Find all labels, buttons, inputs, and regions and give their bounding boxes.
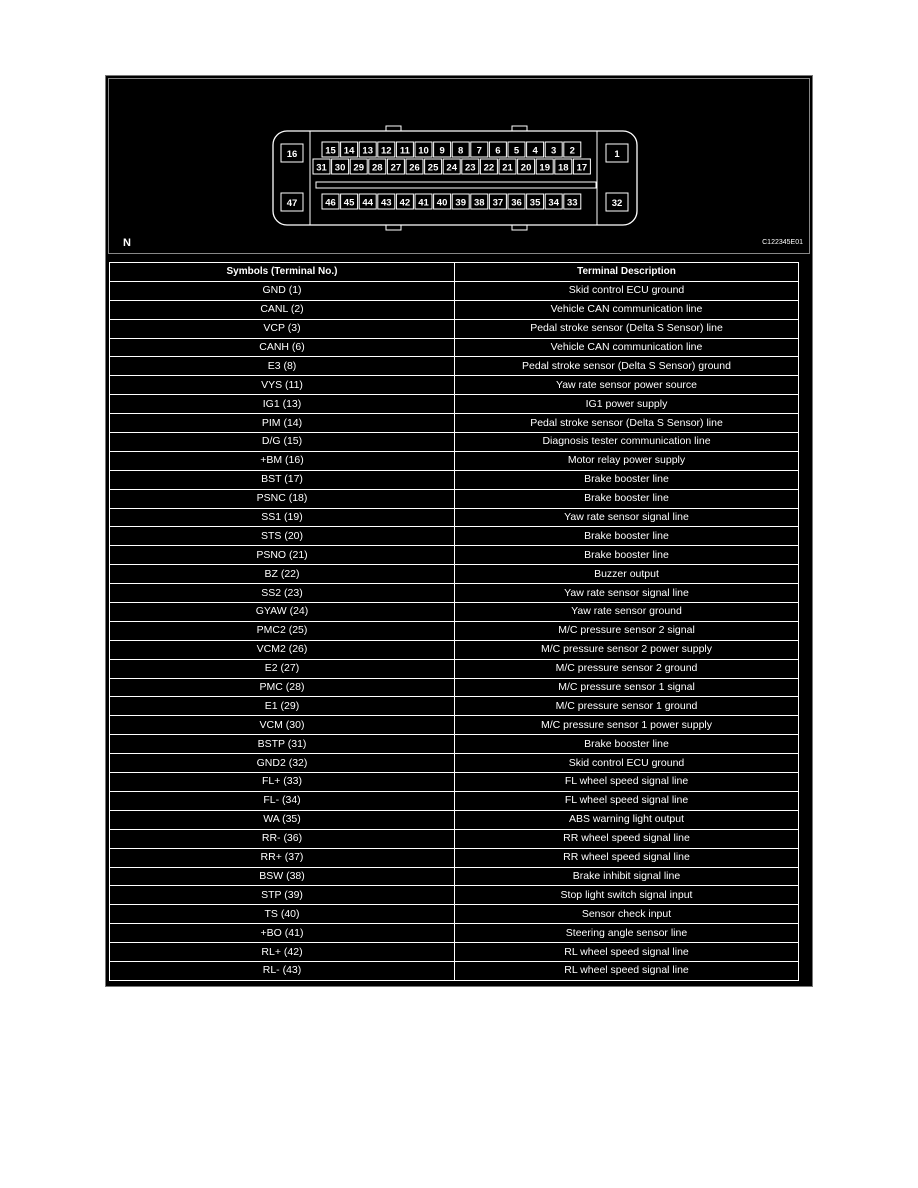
description-cell: Diagnosis tester communication line: [455, 433, 799, 452]
pin-label: 41: [418, 197, 429, 209]
symbol-cell: E1 (29): [110, 697, 455, 716]
pin-label: 17: [576, 162, 588, 174]
connector-diagram: [108, 78, 810, 254]
pin-label: 3: [551, 145, 557, 157]
description-cell: Vehicle CAN communication line: [455, 338, 799, 357]
symbol-cell: WA (35): [110, 810, 455, 829]
table-row: [110, 300, 799, 319]
table-row: [110, 565, 799, 584]
pin-label: 45: [343, 197, 355, 209]
table-row: [110, 395, 799, 414]
table-row: [110, 357, 799, 376]
table-row: [110, 697, 799, 716]
pin-label: 18: [558, 162, 569, 174]
table-row: [110, 508, 799, 527]
pin-label: 38: [474, 197, 485, 209]
description-cell: Motor relay power supply: [455, 451, 799, 470]
table-row: [110, 791, 799, 810]
pin-label: 7: [476, 145, 482, 157]
description-cell: Yaw rate sensor signal line: [455, 508, 799, 527]
table-row: [110, 943, 799, 962]
pin-label: 33: [567, 197, 578, 209]
pin-label: 5: [513, 145, 520, 157]
bottom-key-left: [386, 225, 401, 230]
table-row: [110, 414, 799, 433]
pin-label: 27: [390, 162, 402, 174]
description-cell: Brake booster line: [455, 546, 799, 565]
symbol-cell: VCM (30): [110, 716, 455, 735]
table-row: [110, 489, 799, 508]
table-row: [110, 924, 799, 943]
connector-center-bar: [316, 182, 596, 188]
pin-label: 9: [439, 145, 445, 157]
pin-label: 34: [548, 197, 559, 209]
symbol-cell: RL- (43): [110, 961, 455, 980]
symbol-cell: FL- (34): [110, 791, 455, 810]
top-key-left: [386, 126, 401, 131]
description-cell: Buzzer output: [455, 565, 799, 584]
pin-label: 15: [325, 145, 336, 157]
pin-47: 47: [286, 198, 298, 209]
table-row: [110, 640, 799, 659]
description-cell: Vehicle CAN communication line: [455, 300, 799, 319]
symbol-cell: VYS (11): [110, 376, 455, 395]
symbol-cell: RR- (36): [110, 829, 455, 848]
pin-label: 11: [399, 145, 410, 157]
description-cell: M/C pressure sensor 2 ground: [455, 659, 799, 678]
table-row: [110, 376, 799, 395]
symbol-cell: STP (39): [110, 886, 455, 905]
description-cell: Skid control ECU ground: [455, 754, 799, 773]
pin-label: 10: [418, 145, 429, 157]
description-cell: Skid control ECU ground: [455, 281, 799, 300]
table-row: [110, 810, 799, 829]
pin-label: 8: [458, 145, 464, 157]
description-cell: Yaw rate sensor power source: [455, 376, 799, 395]
pin-label: 30: [334, 162, 346, 174]
pin-label: 31: [316, 162, 327, 174]
pin-label: 24: [446, 162, 457, 174]
description-cell: FL wheel speed signal line: [455, 773, 799, 792]
description-cell: IG1 power supply: [455, 395, 799, 414]
pin-label: 26: [409, 162, 420, 174]
description-cell: Brake booster line: [455, 489, 799, 508]
pin-label: 36: [511, 197, 522, 209]
table-row: [110, 319, 799, 338]
symbol-cell: SS2 (23): [110, 584, 455, 603]
description-cell: RL wheel speed signal line: [455, 943, 799, 962]
pin-label: 40: [436, 197, 448, 209]
symbol-cell: VCP (3): [110, 319, 455, 338]
pin-label: 25: [427, 162, 439, 174]
pin-label: 29: [353, 162, 364, 174]
pin-32: 32: [611, 198, 623, 209]
pin-label: 13: [362, 145, 373, 157]
pin-label: 2: [569, 145, 575, 157]
table-row: [110, 621, 799, 640]
pin-label: 6: [495, 145, 501, 157]
pin-label: 35: [529, 197, 541, 209]
pin-row-middle: [313, 159, 590, 174]
description-cell: RR wheel speed signal line: [455, 829, 799, 848]
symbol-cell: +BO (41): [110, 924, 455, 943]
table-row: [110, 451, 799, 470]
symbol-cell: PMC (28): [110, 678, 455, 697]
symbol-cell: PMC2 (25): [110, 621, 455, 640]
pin-row-top: [322, 142, 581, 157]
description-cell: FL wheel speed signal line: [455, 791, 799, 810]
description-cell: Pedal stroke sensor (Delta S Sensor) line: [455, 414, 799, 433]
description-cell: M/C pressure sensor 2 power supply: [455, 640, 799, 659]
table-row: [110, 754, 799, 773]
terminal-table: [109, 262, 799, 981]
table-row: [110, 886, 799, 905]
description-cell: Yaw rate sensor signal line: [455, 584, 799, 603]
description-cell: M/C pressure sensor 2 signal: [455, 621, 799, 640]
pin-label: 43: [381, 197, 392, 209]
symbol-cell: BZ (22): [110, 565, 455, 584]
symbol-cell: E3 (8): [110, 357, 455, 376]
table-row: [110, 338, 799, 357]
symbol-cell: D/G (15): [110, 433, 455, 452]
description-cell: M/C pressure sensor 1 signal: [455, 678, 799, 697]
pin-label: 12: [381, 145, 392, 157]
description-cell: Steering angle sensor line: [455, 924, 799, 943]
connector-drawing: [109, 79, 809, 253]
table-row: [110, 546, 799, 565]
pin-row-bottom: [322, 194, 581, 209]
symbol-cell: GND (1): [110, 281, 455, 300]
table-row: [110, 905, 799, 924]
table-row: [110, 433, 799, 452]
pin-label: 28: [372, 162, 383, 174]
table-row: [110, 584, 799, 603]
pin-label: 39: [455, 197, 466, 209]
description-cell: M/C pressure sensor 1 power supply: [455, 716, 799, 735]
table-row: [110, 961, 799, 980]
description-cell: Stop light switch signal input: [455, 886, 799, 905]
table-row: [110, 773, 799, 792]
table-row: [110, 735, 799, 754]
table-row: [110, 678, 799, 697]
view-letter: N: [123, 237, 131, 249]
symbol-cell: GYAW (24): [110, 603, 455, 622]
symbol-cell: CANL (2): [110, 300, 455, 319]
table-row: [110, 848, 799, 867]
description-cell: M/C pressure sensor 1 ground: [455, 697, 799, 716]
symbol-cell: VCM2 (26): [110, 640, 455, 659]
description-cell: ABS warning light output: [455, 810, 799, 829]
symbol-cell: +BM (16): [110, 451, 455, 470]
symbol-cell: STS (20): [110, 527, 455, 546]
description-cell: Brake inhibit signal line: [455, 867, 799, 886]
description-cell: RR wheel speed signal line: [455, 848, 799, 867]
description-cell: Brake booster line: [455, 470, 799, 489]
header-symbols: Symbols (Terminal No.): [110, 263, 455, 282]
figure-code: C122345E01: [762, 239, 803, 246]
table-header-row: [110, 263, 799, 282]
table-row: [110, 470, 799, 489]
table-row: [110, 659, 799, 678]
symbol-cell: BSTP (31): [110, 735, 455, 754]
description-cell: Brake booster line: [455, 527, 799, 546]
description-cell: RL wheel speed signal line: [455, 961, 799, 980]
description-cell: Sensor check input: [455, 905, 799, 924]
description-cell: Yaw rate sensor ground: [455, 603, 799, 622]
pin-label: 42: [399, 197, 411, 209]
symbol-cell: BSW (38): [110, 867, 455, 886]
symbol-cell: TS (40): [110, 905, 455, 924]
table-row: [110, 527, 799, 546]
description-cell: Pedal stroke sensor (Delta S Sensor) ground: [455, 357, 799, 376]
symbol-cell: PSNC (18): [110, 489, 455, 508]
table-row: [110, 281, 799, 300]
top-key-right: [512, 126, 527, 131]
description-cell: Brake booster line: [455, 735, 799, 754]
pin-1: 1: [614, 149, 620, 160]
figure-frame: [105, 75, 813, 987]
pin-label: 23: [465, 162, 476, 174]
symbol-cell: GND2 (32): [110, 754, 455, 773]
pin-label: 44: [362, 197, 373, 209]
pin-label: 22: [483, 162, 495, 174]
symbol-cell: E2 (27): [110, 659, 455, 678]
pin-label: 21: [502, 162, 513, 174]
symbol-cell: BST (17): [110, 470, 455, 489]
symbol-cell: PSNO (21): [110, 546, 455, 565]
pin-label: 14: [343, 145, 355, 157]
pin-16: 16: [286, 149, 298, 160]
pin-label: 37: [492, 197, 504, 209]
pin-label: 4: [532, 145, 538, 157]
table-row: [110, 716, 799, 735]
bottom-key-right: [512, 225, 527, 230]
symbol-cell: PIM (14): [110, 414, 455, 433]
pin-label: 46: [325, 197, 336, 209]
symbol-cell: IG1 (13): [110, 395, 455, 414]
symbol-cell: RR+ (37): [110, 848, 455, 867]
pin-label: 20: [520, 162, 532, 174]
table-row: [110, 603, 799, 622]
symbol-cell: RL+ (42): [110, 943, 455, 962]
table-row: [110, 867, 799, 886]
header-description: Terminal Description: [455, 263, 799, 282]
symbol-cell: FL+ (33): [110, 773, 455, 792]
description-cell: Pedal stroke sensor (Delta S Sensor) line: [455, 319, 799, 338]
symbol-cell: SS1 (19): [110, 508, 455, 527]
pin-label: 19: [539, 162, 550, 174]
table-row: [110, 829, 799, 848]
symbol-cell: CANH (6): [110, 338, 455, 357]
